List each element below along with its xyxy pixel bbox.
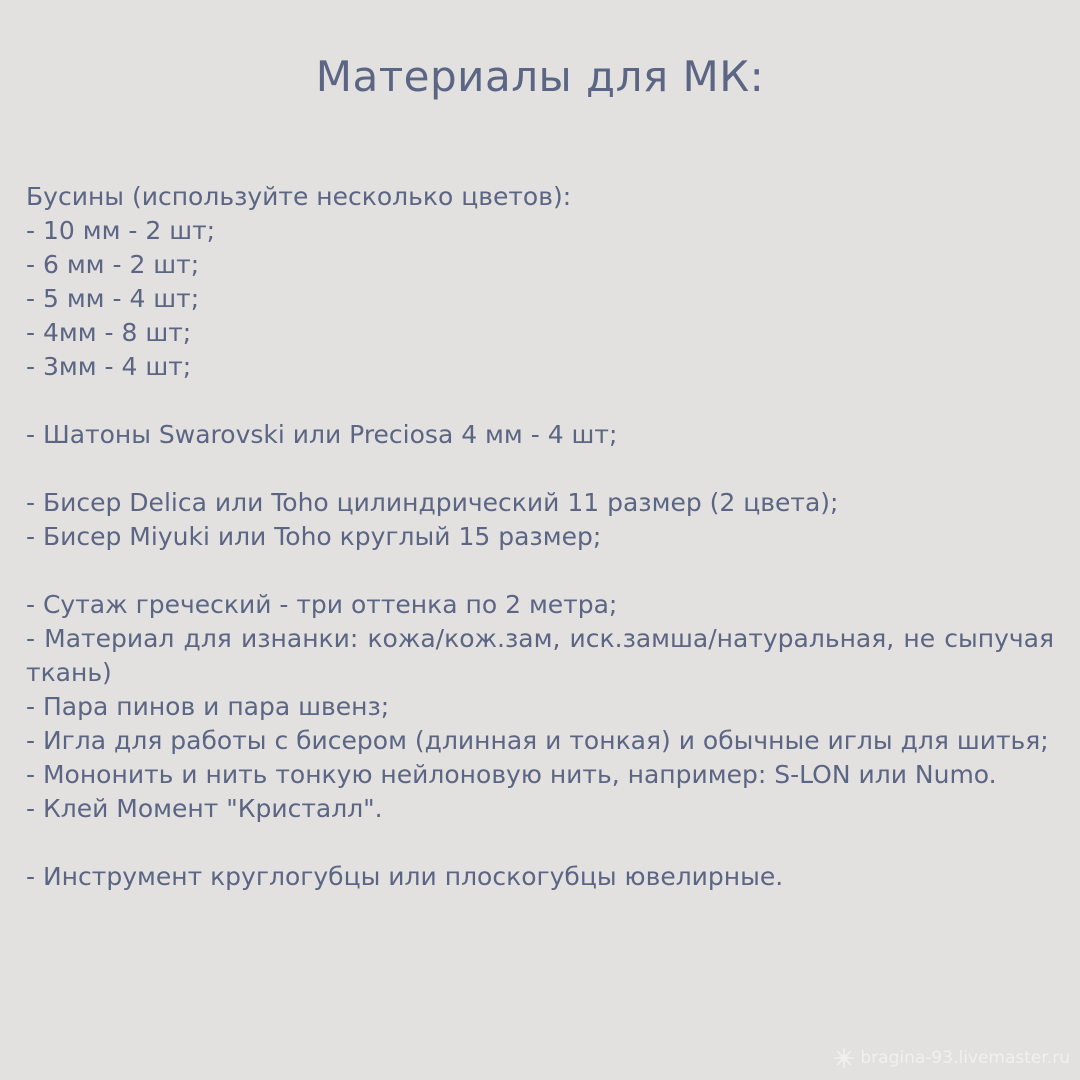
list-item: - Сутаж греческий - три оттенка по 2 метра;: [26, 590, 618, 619]
watermark-text: bragina-93.livemaster.ru: [860, 1048, 1070, 1068]
list-item: - Игла для работы с бисером (длинная и тонкая) и обычные иглы для шитья;: [26, 726, 1049, 755]
snowflake-logo-icon: [834, 1048, 854, 1068]
list-item: - Шатоны Swarovski или Preciosa 4 мм - 4 шт;: [26, 420, 618, 449]
list-item: - Пара пинов и пара швенз;: [26, 692, 390, 721]
materials-list: [26, 180, 1054, 894]
beads-header: Бусины (используйте несколько цветов):: [26, 182, 572, 211]
list-item: - Мононить и нить тонкую нейлоновую нить, например: S-LON или Numo.: [26, 760, 997, 789]
list-item: - 5 мм - 4 шт;: [26, 284, 200, 313]
list-item: - 4мм - 8 шт;: [26, 318, 192, 347]
list-item: - Клей Момент "Кристалл".: [26, 794, 383, 823]
spacer: [26, 554, 1054, 588]
list-item: - 6 мм - 2 шт;: [26, 250, 200, 279]
page-title: Материалы для МК:: [315, 52, 765, 101]
watermark: [834, 1048, 1070, 1068]
spacer: [26, 826, 1054, 860]
list-item: - Бисер Miyuki или Toho круглый 15 размер;: [26, 522, 602, 551]
list-item: - Инструмент круглогубцы или плоскогубцы ювелирные.: [26, 862, 784, 891]
spacer: [26, 384, 1054, 418]
list-item: - Материал для изнанки: кожа/кож.зам, иск.замша/натуральная, не сыпучая ткань): [26, 624, 1054, 687]
list-item: - 3мм - 4 шт;: [26, 352, 192, 381]
spacer: [26, 452, 1054, 486]
list-item: - Бисер Delica или Toho цилиндрический 11 размер (2 цвета);: [26, 488, 839, 517]
list-item: - 10 мм - 2 шт;: [26, 216, 216, 245]
